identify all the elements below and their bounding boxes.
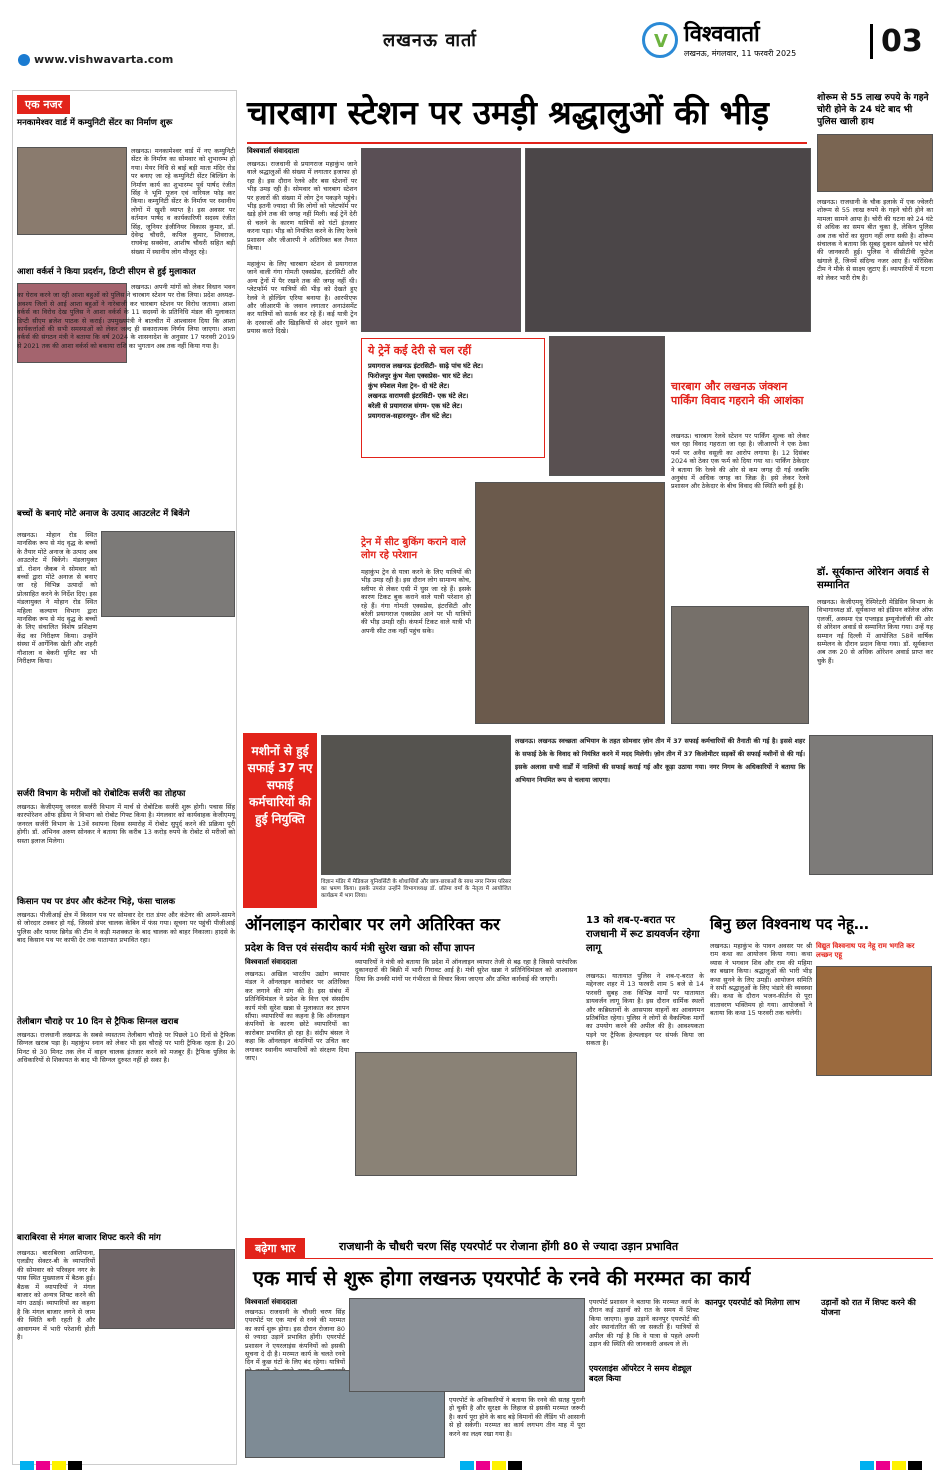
byline: विश्ववार्ता संवाददाता xyxy=(245,958,298,966)
route-diversion-story xyxy=(584,912,704,1232)
story-body: लखनऊ। अपनी मांगों को लेकर विधान भवन का घेराव करने जा रही आशा बहुओं को पुलिस ने चारबाग स्टेशन पर रोक लिया। प्रदेश अध्यक्ष-अवश्य जिलों से आई आशा बहुओं ने नारेबाजी कर चारबाग स्टेशन पर विरोध जताया। आशा वर्कर्स का विरोध देख पुलिस ने आशा वर्कर्स के 11 सदस्यों के प्रतिनिधि मंडल की मुलाकात डिप्टी सीएम ब्रजेश पाठक से कराई। उपमुख्यमंत्री ने बातचीत में आश्वासन दिया कि आशा कार्यकर्त्ताओं की सभी समस्याओं को लेकर जल्द ही सकारात्मक निर्णय लिया जाएगा। आशा वर्कर्स की संगठन मंत्री ने बताया कि वर्ष 2024 के शासनादेश के अनुसार 17 फरवरी 2019 से 2021 तक की आशा वर्कर्स को बकाया राशि का भुगतान अब तक नहीं किया गया है। xyxy=(17,283,235,350)
award-body: लखनऊ। केजीएमयू रेस्पिरेटरी मेडिसिन विभाग के विभागाध्यक्ष डॉ. सूर्यकान्त को इंडियन कॉलेज ऑफ एलर्जी, अस्थमा एंड एप्लाइड इम्यूनोलॉजी की ओर से ओरेशन अवार्ड से सम्मानित किया गया। उन्हें यह सम्मान नई दिल्ली में आयोजित 58वें वार्षिक सम्मेलन के दौरान प्रदान किया गया। डॉ. सूर्यकान्त अब तक 20 से अधिक ओरेशन अवार्ड प्राप्त कर चुके हैं। xyxy=(817,598,933,665)
katha-headline: बिनु छल विश्वनाथ पद नेहू… xyxy=(710,915,869,933)
color-swatch xyxy=(36,1461,50,1470)
theft-headline: शोरूम से 55 लाख रुपये के गहने चोरी होने के 24 घंटे बाद भी पुलिस खाली हाथ xyxy=(817,93,929,127)
airport-body: लखनऊ। राजधानी के चौधरी चरण सिंह एयरपोर्ट पर एक मार्च से रनवे की मरम्मत का कार्य शुरू होगा। इस दौरान रोजाना 80 से ज्यादा उड़ानें प्रभावित होंगी। एयरपोर्ट प्रशासन ने एयरलाइंस कंपनियों को इसकी सूचना दे दी है। मरम्मत कार्य के चलते रनवे दिन में कुछ घंटों के लिए बंद रहेगा। यात्रियों xyxy=(245,1308,345,1367)
color-swatch xyxy=(892,1461,906,1470)
color-swatch xyxy=(876,1461,890,1470)
story-body: लखनऊ। मोहान रोड स्थित मानसिक रूप से मंद वृद्ध के बच्चों के तैयार मोटे अनाज के उत्पाद अब आउटलेट में बिकेंगे। मंडलायुक्त डॉ. रोशन जैकब ने सोमवार को बच्चों द्वारा मोटे अनाज से बनाए जा रहे विभिन्न उत्पादों को प्रोत्साहित करने के निर्देश दिए। इस मंडलायुक्त ने मोहान रोड स्थित महिला कल्याण विभाग द्वारा मानसिक रूप से मंद वृद्ध के बच्चों के लिए संचालित विशेष प्रशिक्षण केंद्र का निरीक्षण किया। उन्होंने संस्था में आर्गेनिक खेती और शहरी गौशाला व बेकरी यूनिट का भी निरीक्षण किया। xyxy=(17,531,97,666)
online-subhead: प्रदेश के वित्त एवं संसदीय कार्य मंत्री सुरेश खन्ना को सौंपा ज्ञापन xyxy=(245,943,475,954)
cleaning-story xyxy=(243,733,933,908)
cleaning-headline-box xyxy=(243,733,317,908)
brand-name: विश्ववार्ता xyxy=(684,22,760,47)
globe-icon xyxy=(18,54,30,66)
delayed-train-item: लखनऊ वाराणसी इंटरसिटी- एक घंटे लेट। xyxy=(368,392,469,400)
sidebar-label: एक नजर xyxy=(17,95,70,114)
subheadline: चारबाग और लखनऊ जंक्शन पार्किंग विवाद गहराने की आशंका xyxy=(671,380,804,407)
airport-subhead: कानपुर एयरपोर्ट को मिलेगा लाभ xyxy=(705,1298,800,1307)
photo-traders-meeting xyxy=(99,1249,235,1329)
photo-runway-aircraft xyxy=(349,1298,585,1392)
story-title: बच्चों के बनाएं मोटे अनाज के उत्पाद आउटलेट में बिकेंगे xyxy=(17,509,190,519)
story-body: लखनऊ। बाराबिरवा आशियाना, एलडीए सेक्टर-बी के व्यापारियों की सोमवार को परिवहन नगर के पास स्थित मुख्यालय में बैठक हुई। बैठक में व्यापारियों ने मंगल बाजार को अन्यत्र शिफ्ट करने की मांग उठाई। व्यापारियों का कहना है कि मंगल बाजार लगने से जाम की स्थिति बनी रहती है और आवागमन में भारी परेशानी होती है। xyxy=(17,1249,95,1342)
masthead xyxy=(0,0,945,72)
story-body: लखनऊ। केजीएमयू जनरल सर्जरी विभाग में मार्च से रोबोटिक सर्जरी शुरू होगी। पचास सिंह कारपोरेशन ऑफ इंडिया ने विभाग को रोबोट गिफ्ट किया है। मंगलवार को कार्यवाहक केजीएमयू जनरल सर्जरी विभाग के 13वें स्थापना दिवस समारोह में रोबोट सुपुर्द करने की प्रक्रिया पूरी होगी। डॉ. अभिनव अरुण सोनकर ने बताया कि करीब 13 करोड़ रुपये के रोबोट से मरीजों को सस्ता इलाज मिलेगा। xyxy=(17,803,235,845)
story-body: लखनऊ। राजधानी लखनऊ के सबसे व्यस्ततम तेलीबाग चौराहे पर पिछले 10 दिनों से ट्रैफिक सिग्नल खराब पड़ा है। महाकुंभ स्नान को लेकर भी इस चौराहे पर भारी ट्रैफिक रहता है। 20 मिनट से 30 मिनट तक लेन में वाहन चालक इंतजार करने को मजबूर हैं। ट्रैफिक पुलिस के अधिकारियों से शिकायत के बाद भी सिग्नल दुरुस्त नहीं हो सका है। xyxy=(17,1031,235,1065)
byline: विश्ववार्ता संवाददाता xyxy=(245,1298,298,1306)
color-swatch xyxy=(860,1461,874,1470)
airport-body-continued: एयरपोर्ट के अधिकारियों ने बताया कि रनवे की सतह पुरानी हो चुकी है और सुरक्षा के लिहाज से इसकी मरम्मत जरूरी है। कार्य पूरा होने के बाद बड़े विमानों की लैंडिंग भी आसानी से हो सकेगी। मरम्मत का कार्य लगभग तीन माह में पूरा करने का लक्ष्य रखा गया है। xyxy=(449,1396,585,1438)
sidebar xyxy=(12,90,237,1465)
story-body: लखनऊ। पीजीआई क्षेत्र में किसान पथ पर सोमवार देर रात डंपर और कंटेनर की आमने-सामने से जोरदार टक्कर हो गई, जिससे डंपर चालक केबिन में फंस गया। सूचना पर पहुंची पीजीआई पुलिस और फायर ब्रिगेड की टीम ने कड़ी मशक्कत के बाद चालक को बाहर निकाला। हादसे के बाद किसान पथ पर काफी देर तक यातायात प्रभावित रहा। xyxy=(17,911,235,945)
color-swatch xyxy=(20,1461,34,1470)
divider xyxy=(247,142,807,144)
divider xyxy=(245,1258,933,1259)
color-swatch xyxy=(908,1461,922,1470)
online-body: लखनऊ। अखिल भारतीय उद्योग व्यापार मंडल ने ऑनलाइन कारोबार पर अतिरिक्त कर लगाने की मांग की है। इस संबंध में प्रतिनिधिमंडल ने प्रदेश के वित्त एवं संसदीय कार्य मंत्री सुरेश खन्ना से मुलाकात कर ज्ञापन सौंपा। व्यापारियों का कहना है कि ऑनलाइन कंपनियों के कारण छोटे व्यापारियों का कारोबार प्रभावित हो रहा है। संदीप बंसल ने कहा कि ऑनलाइन कंपनियों पर उचित कर लगाकर स्थानीय व्यापारियों को संरक्षण दिया जाए। xyxy=(245,970,349,1063)
airport-subhead: उड़ानों को रात में शिफ्ट करने की योजना xyxy=(821,1298,916,1317)
photo-community-center xyxy=(17,147,127,235)
website-url[interactable]: www.vishwavarta.com xyxy=(34,53,174,66)
photo-train-platform xyxy=(549,336,665,476)
online-body-continued: व्यापारियों ने मंत्री को बताया कि प्रदेश में ऑनलाइन व्यापार तेजी से बढ़ रहा है जिससे पारंपरिक दुकानदारों की बिक्री में भारी गिरावट आई है। मंत्री सुरेश खन्ना ने प्रतिनिधिमंडल को आश्वासन दिया कि उनकी मांगों पर गंभीरता से विचार किया जाएगा और उचित कार्रवाई की जाएगी। xyxy=(355,958,577,983)
photo-katha-speaker xyxy=(816,966,932,1076)
delayed-train-item: प्रयागराज लखनऊ इंटरसिटी- साढ़े पांच घंटे लेट। xyxy=(368,362,483,370)
photo-jewellery-showroom xyxy=(817,134,933,192)
story-title: किसान पथ पर डंपर और कंटेनर भिड़े, फंसा चालक xyxy=(17,897,176,907)
photo-cleaning-machine xyxy=(809,735,933,875)
story-title: तेलीबाग चौराहे पर 10 दिन से ट्रैफिक सिग्नल खराब xyxy=(17,1017,179,1027)
story-title: आशा वर्कर्स ने किया प्रदर्शन, डिप्टी सीएम से हुई मुलाकात xyxy=(17,267,196,277)
online-tax-story xyxy=(243,912,579,1232)
photo-parking xyxy=(671,606,809,724)
photo-children-products xyxy=(101,531,235,617)
katha-story xyxy=(708,912,933,1232)
delayed-train-item: फिरोजपुर कुंभ मेला एक्सप्रेस- चार घंटे लेट। xyxy=(368,372,473,380)
color-swatch xyxy=(52,1461,66,1470)
story-title: बाराबिरवा से मंगल बाजार शिफ्ट करने की मांग xyxy=(17,1233,161,1243)
photo-minister-meeting xyxy=(355,1052,577,1176)
delayed-train-item: बरेली से प्रयागराज संगम- एक घंटे लेट। xyxy=(368,402,463,410)
color-swatch xyxy=(492,1461,506,1470)
lead-body: लखनऊ। राजधानी से प्रयागराज महाकुंभ जाने वाले श्रद्धालुओं की संख्या में लगातार इजाफा हो रहा है। इस दौरान रेलवे और बस स्टेशनों पर भीड़ उमड़ रही है। सोमवार को चारबाग स्टेशन पर हजारों की संख्या में लोग ट्रेन पकड़ने पहुंचे। भीड़ इतनी ज्यादा थी कि लोगों को प्लेटफॉर्म पर खड़े होने तक की जगह नहीं मिली। कई ट्रेनें देरी से चलने के कारण यात्रियों को घंटों इंतजार करना पड़ा। भीड़ को नियंत्रित करने के लिए रेलवे प्रशासन और जीआरपी ने अतिरिक्त बल तैनात किया। xyxy=(247,160,357,253)
photo-station-crowd-2 xyxy=(525,148,811,332)
lead-story xyxy=(243,90,811,730)
story-title: मनकामेश्वर वार्ड में कम्युनिटी सेंटर का निर्माण शुरू xyxy=(17,118,173,128)
brand-logo-icon: V xyxy=(642,22,678,58)
subhead-body: महाकुंभ ट्रेन से यात्रा करने के लिए यात्रियों की भीड़ उमड़ रही है। इस दौरान लोग सामान्य कोच, स्लीपर से लेकर एसी में घुस जा रहे हैं। इसके कारण टिकट बुक कराने वाले यात्री परेशान हो रहे हैं। गंगा गोमती एक्सप्रेस, इंटरसिटी और बरेली प्रयागराज एक्सप्रेस आने पर भी यात्रियों की भीड़ उमड़ी रही। कंफर्म टिकट वाले यात्री भी अपनी सीट तक नहीं पहुंच सके। xyxy=(361,568,471,635)
lead-body-continued: महाकुंभ के लिए चारबाग स्टेशन से प्रयागराज जाने वाली गंगा गोमती एक्सप्रेस, इंटरसिटी और अन्य ट्रेनों में पैर रखने तक की जगह नहीं थी। प्लेटफॉर्म पर यात्रियों की भीड़ को देखते हुए रेलवे ने होल्डिंग एरिया बनाया है। आरपीएफ और जीआरपी के जवान लगातार अनाउंसमेंट कर यात्रियों को सतर्क कर रहे हैं। कई यात्री ट्रेन के दरवाजों और खिड़कियों से अंदर घुसने का प्रयास करते दिखे। xyxy=(247,260,357,336)
lead-headline: चारबाग स्टेशन पर उमड़ी श्रद्धालुओं की भीड़ xyxy=(247,93,770,132)
online-headline: ऑनलाइन कारोबार पर लगे अतिरिक्त कर xyxy=(245,915,500,935)
photo-station-crowd-1 xyxy=(361,148,521,332)
cleaning-photo-caption: विज्ञान मंडिर में मेडिकल यूनिवर्सिटी के शोधार्थियों और छात्र-छात्राओं के साथ नगर निगम परिसर का भ्रमण किया। इसके उपरांत उन्होंने विभागाध्यक्ष डॉ. प्रतिमा वर्मा के नेतृत्व में आयोजित कार्यक्रम में भाग लिया। xyxy=(321,879,511,899)
katha-aside: विद्युत विश्वनाथ पद नेहू राम भगति कर लच्छन एहू xyxy=(816,942,915,959)
dateline: लखनऊ, मंगलवार, 11 फरवरी 2025 xyxy=(684,49,797,58)
right-column xyxy=(815,90,933,730)
cleaning-body: लखनऊ। लखनऊ स्वच्छता अभियान के तहत सोमवार ज़ोन तीन में 37 सफाई कर्मचारियों की तैनाती की गई है। इससे शहर के सफाई ठेके के विवाद को नियंत्रित करने में मदद मिलेगी। ज़ोन तीन में 37 किलोमीटर सड़कों की सफाई मशीनों से की गई। इसके अलावा सभी वार्डों में नालियों की सफाई कराई गई और कूड़ा उठाया गया। नगर निगम के अधिकारियों ने बताया कि अभियान नियमित रूप से चलाया जाएगा। xyxy=(515,737,805,784)
story-body: लखनऊ। मनकामेश्वर वार्ड में नए कम्युनिटी सेंटर के निर्माण का सोमवार को शुभारम्भ हो गया। मेयर निधि से बाई बड़ी माता मंदिर रोड पर बनाए जा रहे कम्युनिटी सेंटर बिल्डिंग के निर्माण कार्य का शुभारम्भ पूर्व पार्षद रंजीत सिंह ने भूमि पूजन एवं नारियल फोड़ कर किया। कम्युनिटी सेंटर के निर्माण पर स्थानीय लोगों में खुशी व्याप्त है। इस अवसर पर वर्तमान पार्षद व कार्यकारिणी सदस्य रंजीत सिंह, जूनियर इंजीनियर विकास कुमार, डॉ. देवेन्द्र चौधरी, कपिल कुमार, शिवराज, राघवेन्द्र सक्सेना, आशीष चौधरी सहित बड़ी संख्या में स्थानीय लोग मौजूद रहे। xyxy=(131,147,235,256)
diversion-headline: 13 को शब-ए-बरात पर राजधानी में रूट डायवर्जन रहेगा लागू xyxy=(586,915,700,954)
award-headline: डॉ. सूर्यकान्त ओरेशन अवार्ड से सम्मानित xyxy=(817,567,929,591)
section-title: लखनऊ वार्ता xyxy=(383,30,477,51)
color-swatch xyxy=(460,1461,474,1470)
page-number: 03 xyxy=(870,24,923,59)
delayed-trains-box xyxy=(361,338,545,458)
theft-body: लखनऊ। राजधानी के चौक इलाके में एक ज्वेलरी शोरूम से 55 लाख रुपये के गहने चोरी होने का मामला सामने आया है। चोरी की घटना को 24 घंटे से अधिक का समय बीत चुका है, लेकिन पुलिस अब तक चोरों का सुराग नहीं लगा सकी है। शोरूम संचालक ने बताया कि सुबह दुकान खोलने पर चोरी की जानकारी हुई। पुलिस ने सीसीटीवी फुटेज खंगाले हैं, जिनमें संदिग्ध नजर आए हैं। फॉरेंसिक टीम ने मौके से साक्ष्य जुटाए हैं। व्यापारियों में घटना को लेकर भारी रोष है। xyxy=(817,198,933,282)
color-swatch xyxy=(68,1461,82,1470)
katha-body: लखनऊ। महाकुंभ के पावन अवसर पर श्री राम कथा का आयोजन किया गया। कथा व्यास ने भगवान शिव और राम की महिमा का बखान किया। श्रद्धालुओं की भारी भीड़ कथा सुनने के लिए उमड़ी। आयोजन समिति ने सभी श्रद्धालुओं के लिए भंडारे की व्यवस्था की। कथा के दौरान भजन-कीर्तन से पूरा वातावरण भक्तिमय हो गया। आयोजकों ने बताया कि कथा 15 फरवरी तक चलेगी। xyxy=(710,942,812,1018)
byline: विश्ववार्ता संवाददाता xyxy=(247,147,300,155)
cleaning-headline: मशीनों से हुई सफाई 37 नए सफाई कर्मचारियों की हुई नियुक्ति xyxy=(247,744,313,826)
subheadline: ट्रेन में सीट बुकिंग कराने वाले लोग रहे परेशान xyxy=(361,537,466,561)
airport-subhead: एयरलाइंस ऑपरेटर ने समय शेड्यूल बदल किया xyxy=(589,1364,692,1383)
color-swatch xyxy=(476,1461,490,1470)
photo-train-door-crowd xyxy=(475,482,665,724)
delayed-train-item: प्रयागराज-सहारनपुर- तीन घंटे लेट। xyxy=(368,412,452,420)
airport-strap: राजधानी के चौधरी चरण सिंह एयरपोर्ट पर रोजाना होंगी 80 से ज्यादा उड़ान प्रभावित xyxy=(339,1240,679,1253)
airport-story xyxy=(243,1236,933,1458)
delayed-trains-title: ये ट्रेनें कई देरी से चल रहीं xyxy=(368,344,472,357)
story-title: सर्जरी विभाग के मरीजों को रोबोटिक सर्जरी का तोहफा xyxy=(17,789,186,799)
photo-group-visit xyxy=(321,735,511,875)
subhead-body: लखनऊ। चारबाग रेलवे स्टेशन पर पार्किंग शुल्क को लेकर चल रहा विवाद गहराता जा रहा है। जीआरपी ने एक ठेका फर्म पर अवैध वसूली का आरोप लगाया है। 12 दिसंबर 2024 को ठेका एक फर्म को दिया गया था। पार्किंग ठेकेदार ने बताया कि रेलवे की ओर से कम जगह दी गई जबकि अनुबंध में अधिक जगह का जिक्र है। इसे लेकर रेलवे प्रशासन और ठेकेदार के बीच विवाद की स्थिति बनी हुई है। xyxy=(671,432,809,491)
delayed-train-item: कुंभ स्पेशल मेला ट्रेन- दो घंटे लेट। xyxy=(368,382,450,390)
airport-kicker: बढ़ेगा भार xyxy=(245,1238,305,1259)
color-swatch xyxy=(508,1461,522,1470)
airport-headline: एक मार्च से शुरू होगा लखनऊ एयरपोर्ट के रनवे की मरम्मत का कार्य xyxy=(253,1266,751,1290)
diversion-body: लखनऊ। यातायात पुलिस ने शब-ए-बरात के मद्देनजर शहर में 13 फरवरी शाम 5 बजे से 14 फरवरी सुबह तक विभिन्न मार्गों पर यातायात डायवर्जन लागू किया है। इस दौरान धार्मिक स्थलों और कब्रिस्तानों के आसपास वाहनों का आवागमन प्रतिबंधित रहेगा। पुलिस ने लोगों से वैकल्पिक मार्गों का उपयोग करने की अपील की है। आवश्यकता पड़ने पर ट्रैफिक हेल्पलाइन पर संपर्क किया जा सकता है। xyxy=(586,972,704,1048)
airport-body-extra: एयरपोर्ट प्रशासन ने बताया कि मरम्मत कार्य के दौरान कई उड़ानों को रात के समय में शिफ्ट किया जाएगा। कुछ उड़ानें कानपुर एयरपोर्ट की ओर स्थानांतरित की जा सकती हैं। यात्रियों से अपील की गई है कि वे यात्रा से पहले अपनी उड़ान की स्थिति की जानकारी अवश्य ले लें। xyxy=(589,1298,699,1349)
